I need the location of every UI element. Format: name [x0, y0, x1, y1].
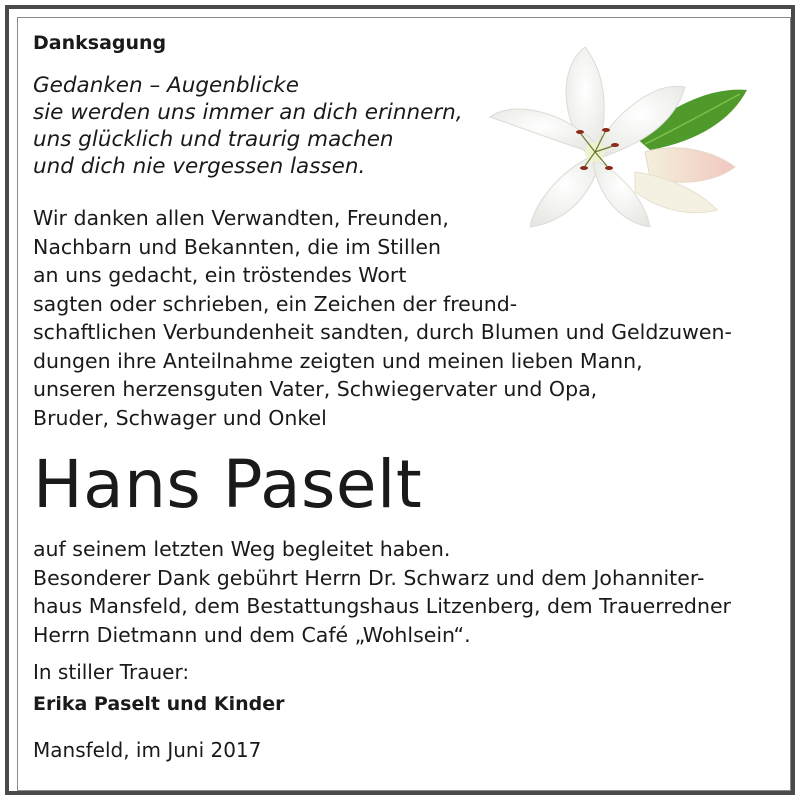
- poem-line: sie werden uns immer an dich erinnern,: [33, 100, 463, 125]
- poem-line: Gedanken – Augenblicke: [33, 73, 299, 98]
- poem: [33, 72, 463, 180]
- text-line: Bruder, Schwager und Onkel: [33, 405, 327, 430]
- text-line: unseren herzensguten Vater, Schwiegervater und Opa,: [33, 377, 598, 401]
- thanks-text: [33, 204, 732, 432]
- text-line: an uns gedacht, ein tröstendes Wort: [33, 263, 407, 287]
- text-line: Besonderer Dank gebührt Herrn Dr. Schwarz und dem Johanniter-: [33, 565, 705, 590]
- text-line: dungen ihre Anteilnahme zeigten und meinen lieben Mann,: [33, 348, 643, 373]
- text-line: schaftlichen Verbundenheit sandten, durch Blumen und Geldzuwen-: [33, 320, 732, 344]
- text-line: Herrn Dietmann und dem Café „Wohlsein“.: [33, 622, 471, 647]
- poem-line: und dich nie vergessen lassen.: [33, 154, 366, 179]
- text-line: sagten oder schrieben, ein Zeichen der freund-: [33, 291, 518, 316]
- poem-line: uns glücklich und traurig machen: [33, 127, 394, 152]
- signature-names: Erika Paselt und Kinder: [33, 693, 285, 715]
- place-date: Mansfeld, im Juni 2017: [33, 738, 262, 762]
- acknowledgement-text: [33, 535, 731, 649]
- text-line: Nachbarn und Bekannten, die im Stillen: [33, 234, 441, 259]
- text-line: Wir danken allen Verwandten, Freunden,: [33, 206, 449, 230]
- text-line: haus Mansfeld, dem Bestattungshaus Litzenberg, dem Trauerredner: [33, 594, 731, 618]
- signature-label: In stiller Trauer:: [33, 660, 190, 684]
- heading: Danksagung: [33, 32, 167, 54]
- deceased-name: Hans Paselt: [33, 446, 423, 523]
- text-line: auf seinem letzten Weg begleitet haben.: [33, 537, 451, 561]
